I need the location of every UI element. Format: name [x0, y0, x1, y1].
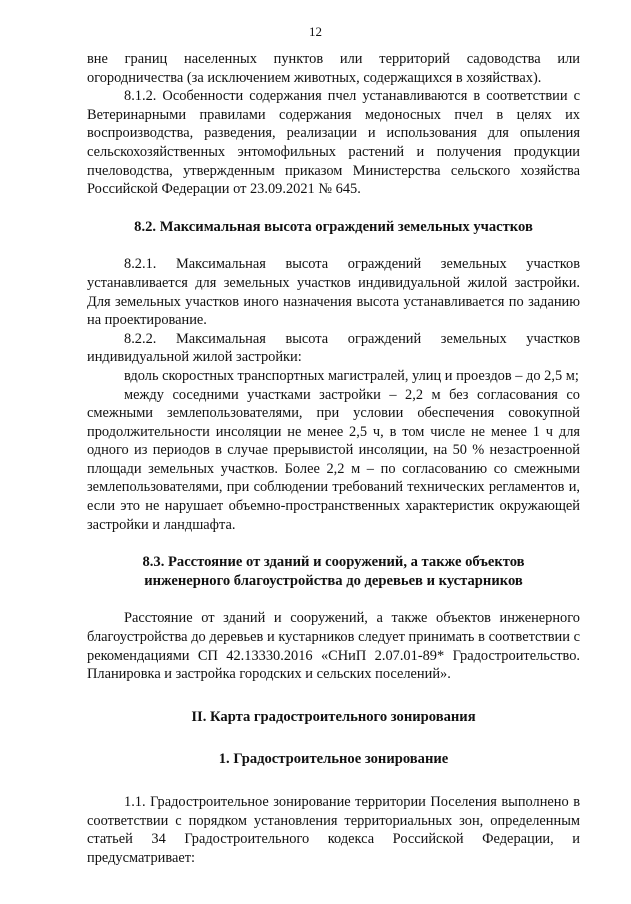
paragraph-8-3: Расстояние от зданий и сооружений, а также объектов инженерного благоустройства до деревьев и кустарников следует принимать в соответствии с рекомендациями СП 42.13330.2016 «СНиП 2.07.01-89* Градостроительство. Планировка и застройка городских и сельских поселений». [87, 610, 580, 683]
paragraph-fence-neighbors: между соседними участками застройки – 2,2 м без согласования со смежными землепользователями, при условии обеспечения совокупной продолжительности инсоляции не менее 2,5 ч, в том числе не менее 1 ч для одного из периодов в случае прерывистой инсоляции, на 50 % незастроенной площади земельных участков. Более 2,2 м – по согласованию со смежными землепользователями, при соблюдении требований технических регламентов и, если это не нарушает объемно-пространственных характеристик окружающей застройки и ландшафта. [87, 386, 580, 533]
paragraph-8-2-2: 8.2.2. Максимальная высота ограждений земельных участков индивидуальной жилой застройки: [87, 330, 580, 366]
heading-part-2: II. Карта градостроительного зонирования [191, 708, 476, 725]
heading-section-1: 1. Градостроительное зонирование [218, 751, 449, 768]
paragraph-1-1: 1.1. Градостроительное зонирование территории Поселения выполнено в соответствии с порядком установления территориальных зон, определенным статьей 34 Градостроительного кодекса Российской Федерации, и предусматривает: [87, 794, 580, 866]
heading-8-3-line2: инженерного благоустройства до деревьев и кустарников [144, 572, 523, 589]
document-body [87, 50, 580, 867]
paragraph-fence-roads: вдоль скоростных транспортных магистралей, улиц и проездов – до 2,5 м; [124, 367, 579, 384]
heading-8-2: 8.2. Максимальная высота ограждений земельных участков [134, 218, 533, 235]
heading-8-3 [87, 553, 580, 590]
heading-8-3-line1: 8.3. Расстояние от зданий и сооружений, а также объектов [142, 554, 525, 571]
page-number: 12 [309, 24, 322, 39]
paragraph-8-1-2: 8.1.2. Особенности содержания пчел устанавливаются в соответствии с Ветеринарными правилами содержания медоносных пчел в целях их воспроизводства, разведения, реализации и использования для опыления сельскохозяйственных энтомофильных растений и получения продукции пчеловодства, утвержденным приказом Министерства сельского хозяйства Российской Федерации от 23.09.2021 № 645. [87, 88, 580, 198]
paragraph-continuation: вне границ населенных пунктов или территорий садоводства или огородничества (за исключением животных, содержащихся в хозяйствах). [87, 51, 580, 86]
paragraph-8-2-1: 8.2.1. Максимальная высота ограждений земельных участков устанавливается для земельных участков индивидуальной жилой застройки. Для земельных участков иного назначения высота устанавливается по заданию на проектирование. [87, 256, 580, 329]
